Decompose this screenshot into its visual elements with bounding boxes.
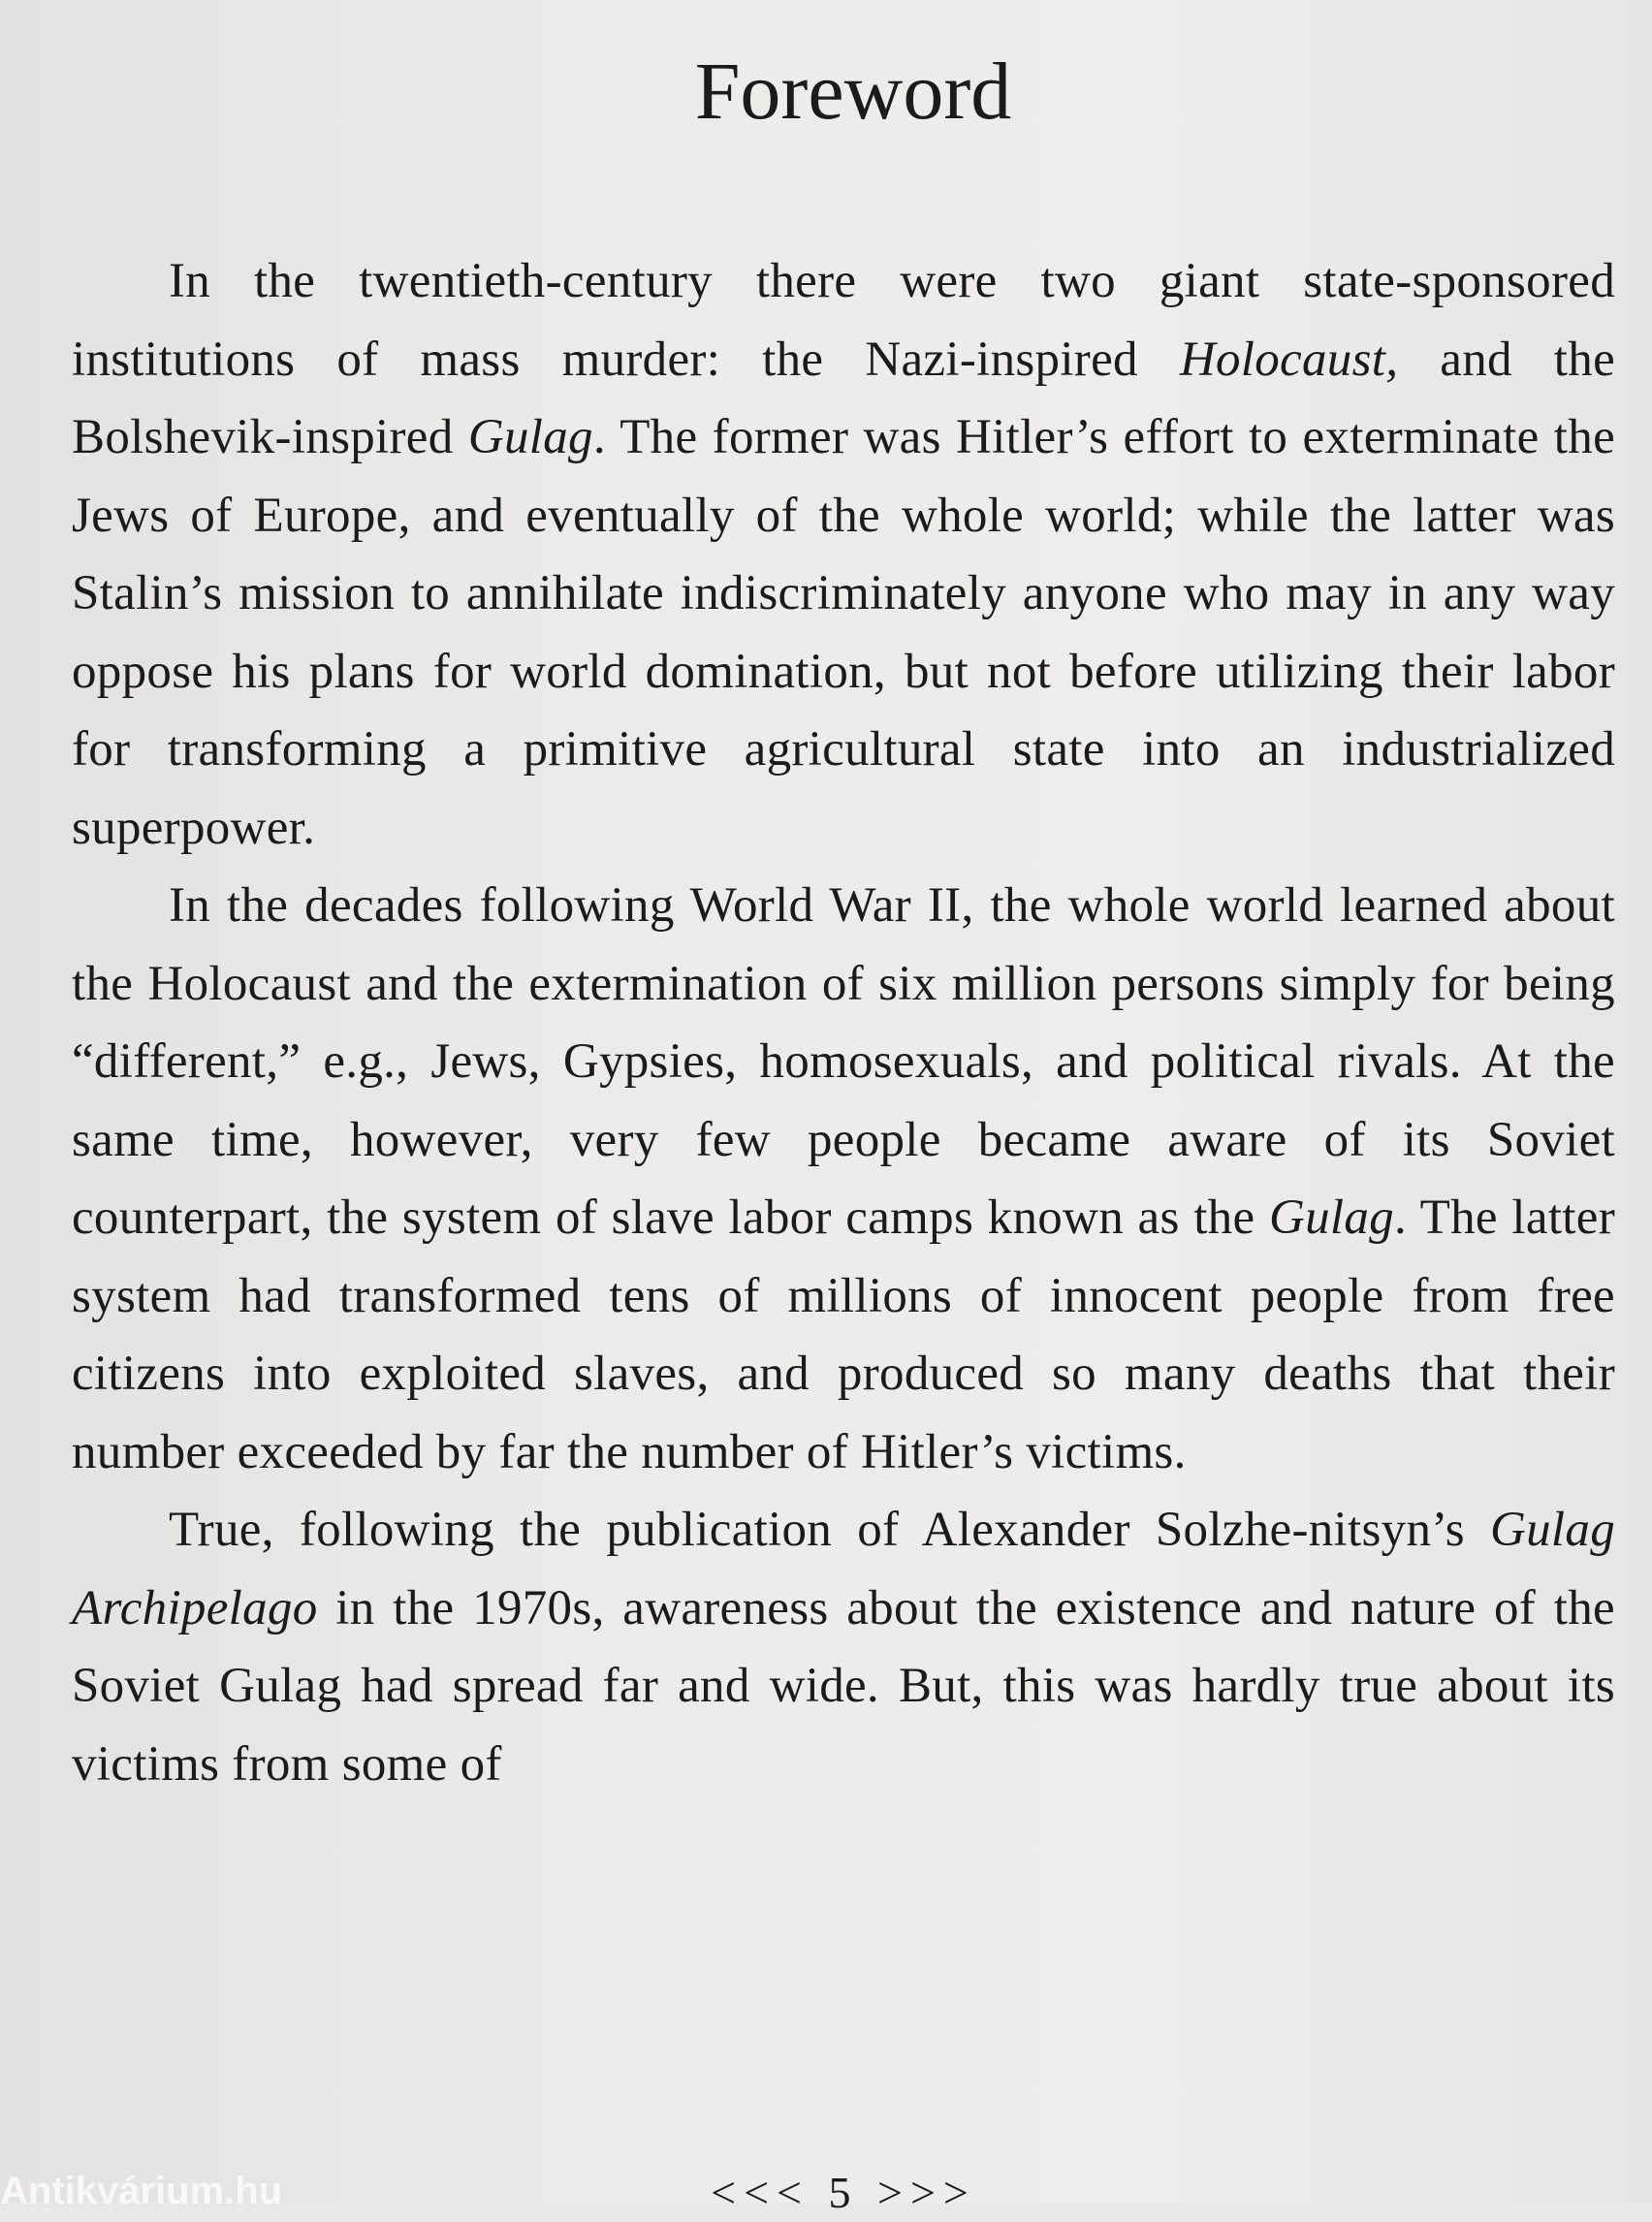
text-run: In the twentieth-century there were two giant state-sponsored institutions of mass murder: the Nazi-inspired [72,254,1615,387]
italic-text: Gulag [1268,1190,1394,1245]
italic-text: Gulag [467,410,593,464]
text-run: in the 1970s, awareness about the existence and nature of the Soviet Gulag had spread far and wide. But, this was hardly true about its victims from some of [72,1580,1615,1792]
page-title: Foreword [694,47,1012,137]
text-run: . The former was Hitler’s effort to exterminate the Jews of Europe, and eventually of the whole world; while the latter was Stalin’s mission to annihilate indiscriminately anyone who may in any way oppose his plans for world domination, but not before utilizing their labor for transforming a primitive agricultural state into an industrialized superpower. [72,410,1616,855]
body-text [72,242,1615,1803]
italic-text: Holocaust, [1179,332,1399,387]
text-run: True, following the publication of Alexander Solzhe-nitsyn’s [169,1503,1490,1557]
text-run: . The latter system had transformed tens of millions of innocent people from free citizens into exploited slaves, and produced so many deaths that their number exceeded by far the number of Hitler’s victims. [72,1190,1615,1479]
page-number: <<< 5 >>> [711,2168,976,2217]
text-run: and the Bolshevik-inspired [72,332,1616,464]
paragraph-2 [72,867,1615,1491]
paragraph-1 [72,242,1615,867]
paragraph-3 [72,1491,1615,1803]
italic-text: Gulag Archipelago [72,1503,1615,1635]
text-run: In the decades following World War II, the whole world learned about the Holocaust and the extermination of six million persons simply for being “different,” e.g., Jews, Gypsies, homosexuals, and political rivals. At the same time, however, very few people became aware of its Soviet counterpart, the system of slave labor camps known as the [72,878,1615,1245]
watermark: Antikvárium.hu [0,2170,283,2212]
